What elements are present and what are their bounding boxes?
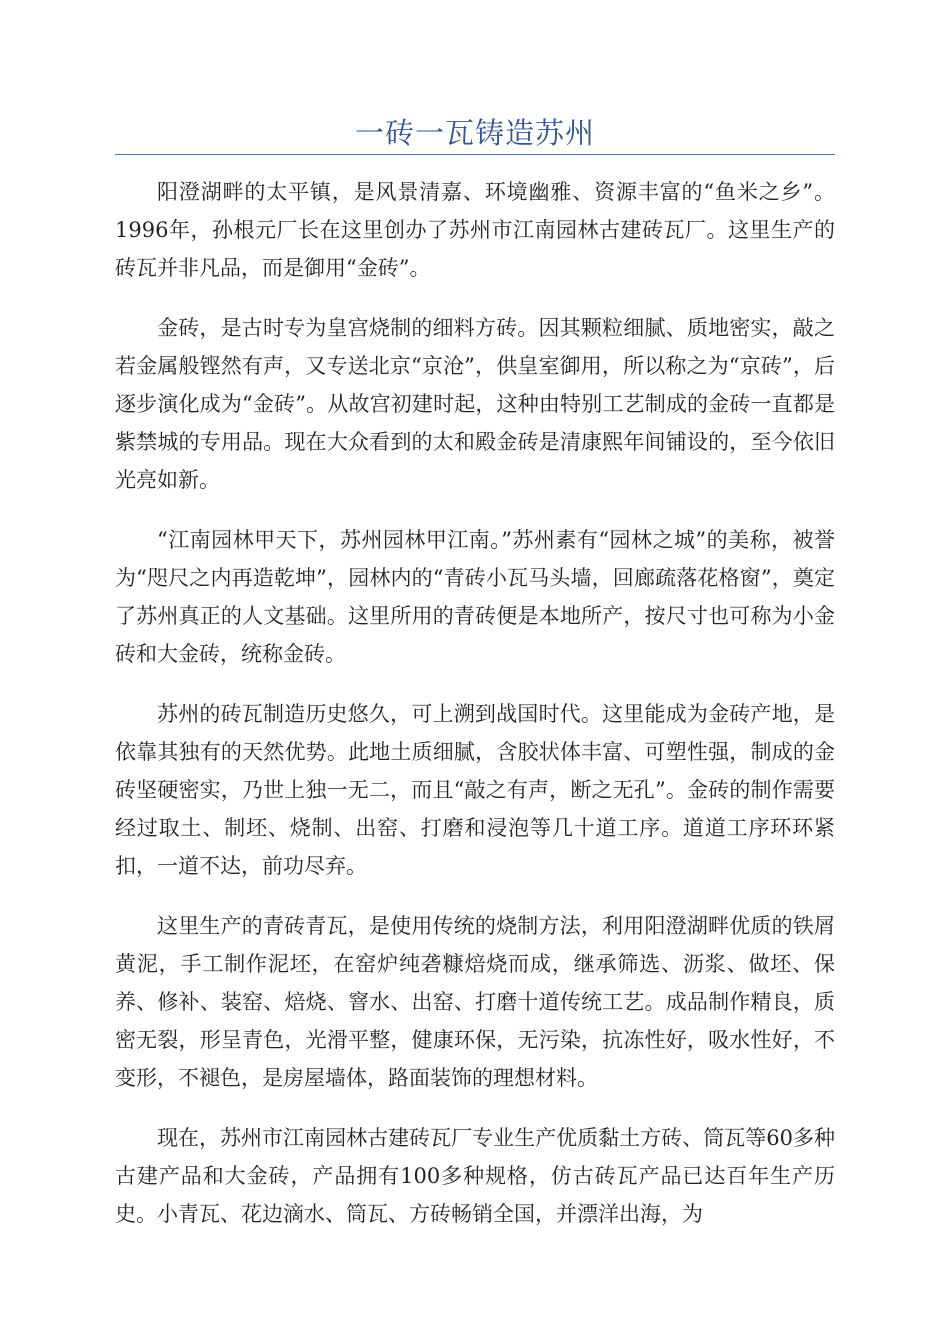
paragraph-2: 金砖，是古时专为皇宫烧制的细料方砖。因其颗粒细腻、质地密实，敲之若金属般铿然有声，又专送北京“京沧”，供皇室御用，所以称之为“京砖”，后逐步演化成为“金砖”。从故宫初建时起，这种由特别工艺制成的金砖一直都是紫禁城的专用品。现在大众看到的太和殿金砖是清康熙年间铺设的，至今依旧光亮如新。 [115,316,835,492]
paragraph-4: 苏州的砖瓦制造历史悠久，可上溯到战国时代。这里能成为金砖产地，是依靠其独有的天然优势。此地土质细腻，含胶状体丰富、可塑性强，制成的金砖坚硬密实，乃世上独一无二，而且“敲之有声，断之无孔”。金砖的制作需要经过取土、制坯、烧制、出窑、打磨和浸泡等几十道工序。道道工序环环紧扣，一道不达，前功尽弃。 [115,702,835,878]
title-underline [115,154,835,155]
paragraph-3: “江南园林甲天下，苏州园林甲江南。”苏州素有“园林之城”的美称，被誉为“咫尺之内再造乾坤”，园林内的“青砖小瓦马头墙，回廊疏落花格窗”，奠定了苏州真正的人文基础。这里所用的青砖便是本地所产，按尺寸也可称为小金砖和大金砖，统称金砖。 [115,528,835,666]
paragraph-6: 现在，苏州市江南园林古建砖瓦厂专业生产优质黏土方砖、筒瓦等60多种古建产品和大金砖，产品拥有100多种规格，仿古砖瓦产品已达百年生产历史。小青瓦、花边滴水、筒瓦、方砖畅销全国，并漂洋出海，为 [115,1126,835,1226]
document-title: 一砖一瓦铸造苏州 [354,116,595,150]
paragraph-5: 这里生产的青砖青瓦，是使用传统的烧制方法，利用阳澄湖畔优质的铁屑黄泥，手工制作泥坯，在窑炉纯砻糠焙烧而成，继承筛选、沥浆、做坯、保养、修补、装窑、焙烧、窨水、出窑、打磨十道传统工艺。成品制作精良，质密无裂，形呈青色，光滑平整，健康环保，无污染，抗冻性好，吸水性好，不变形，不褪色，是房屋墙体，路面装饰的理想材料。 [115,914,835,1090]
paragraph-1: 阳澄湖畔的太平镇，是风景清嘉、环境幽雅、资源丰富的“鱼米之乡”。1996年，孙根元厂长在这里创办了苏州市江南园林古建砖瓦厂。这里生产的砖瓦并非凡品，而是御用“金砖”。 [115,180,835,280]
document-body [115,173,835,1255]
